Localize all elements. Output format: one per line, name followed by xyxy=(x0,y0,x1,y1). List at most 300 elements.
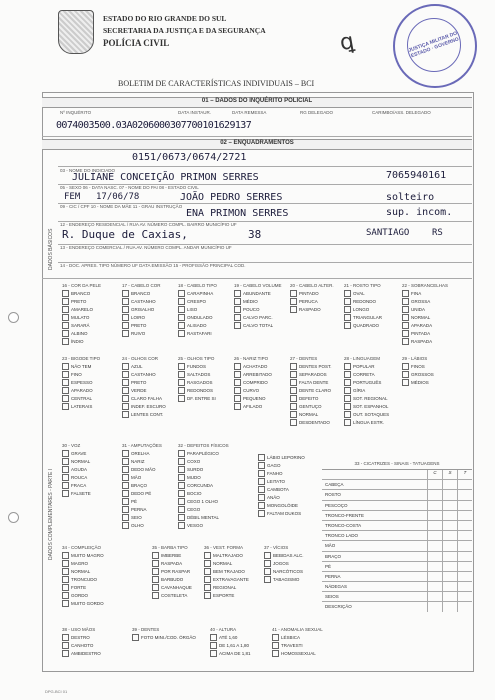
checkbox-option[interactable] xyxy=(62,322,101,330)
checkbox-option[interactable] xyxy=(258,470,305,478)
checkbox-option[interactable] xyxy=(62,568,104,576)
checkbox-option[interactable] xyxy=(258,502,305,510)
checkbox-option[interactable] xyxy=(210,634,251,642)
scars-cell[interactable] xyxy=(442,562,457,571)
checkbox-option[interactable] xyxy=(122,290,161,298)
checkbox-icon[interactable] xyxy=(122,482,129,489)
scars-cell[interactable] xyxy=(427,552,442,561)
scars-cell[interactable] xyxy=(427,572,442,581)
checkbox-option[interactable] xyxy=(402,338,448,346)
checkbox-icon[interactable] xyxy=(152,592,159,599)
checkbox-icon[interactable] xyxy=(62,395,69,402)
checkbox-icon[interactable] xyxy=(122,403,129,410)
checkbox-icon[interactable] xyxy=(178,474,185,481)
checkbox-icon[interactable] xyxy=(62,584,69,591)
checkbox-icon[interactable] xyxy=(122,379,129,386)
checkbox-option[interactable] xyxy=(264,552,304,560)
checkbox-option[interactable] xyxy=(178,379,216,387)
checkbox-option[interactable] xyxy=(152,568,192,576)
checkbox-option[interactable] xyxy=(234,298,282,306)
checkbox-option[interactable] xyxy=(122,411,166,419)
checkbox-icon[interactable] xyxy=(62,314,69,321)
checkbox-option[interactable] xyxy=(62,338,101,346)
checkbox-icon[interactable] xyxy=(62,387,69,394)
checkbox-icon[interactable] xyxy=(344,298,351,305)
checkbox-icon[interactable] xyxy=(122,506,129,513)
checkbox-option[interactable] xyxy=(132,634,196,642)
checkbox-option[interactable] xyxy=(178,314,217,322)
checkbox-option[interactable] xyxy=(258,478,305,486)
checkbox-icon[interactable] xyxy=(264,576,271,583)
checkbox-icon[interactable] xyxy=(402,314,409,321)
checkbox-option[interactable] xyxy=(62,592,104,600)
checkbox-option[interactable] xyxy=(62,642,101,650)
checkbox-option[interactable] xyxy=(122,387,166,395)
checkbox-icon[interactable] xyxy=(152,560,159,567)
checkbox-icon[interactable] xyxy=(62,490,69,497)
checkbox-option[interactable] xyxy=(122,466,162,474)
checkbox-icon[interactable] xyxy=(122,298,129,305)
checkbox-icon[interactable] xyxy=(258,502,265,509)
checkbox-icon[interactable] xyxy=(204,592,211,599)
checkbox-icon[interactable] xyxy=(62,592,69,599)
checkbox-icon[interactable] xyxy=(234,387,241,394)
checkbox-option[interactable] xyxy=(178,450,229,458)
checkbox-option[interactable] xyxy=(178,387,216,395)
checkbox-icon[interactable] xyxy=(402,290,409,297)
checkbox-icon[interactable] xyxy=(122,522,129,529)
scars-cell[interactable] xyxy=(457,480,472,489)
checkbox-option[interactable] xyxy=(62,298,101,306)
checkbox-icon[interactable] xyxy=(178,330,185,337)
checkbox-option[interactable] xyxy=(122,314,161,322)
checkbox-icon[interactable] xyxy=(152,552,159,559)
checkbox-option[interactable] xyxy=(62,552,104,560)
scars-cell[interactable] xyxy=(442,521,457,530)
checkbox-icon[interactable] xyxy=(402,298,409,305)
checkbox-icon[interactable] xyxy=(290,395,297,402)
checkbox-icon[interactable] xyxy=(62,482,69,489)
checkbox-option[interactable] xyxy=(258,454,305,462)
scars-cell[interactable] xyxy=(457,552,472,561)
checkbox-icon[interactable] xyxy=(122,363,129,370)
checkbox-option[interactable] xyxy=(258,462,305,470)
checkbox-option[interactable] xyxy=(62,330,101,338)
checkbox-option[interactable] xyxy=(62,474,91,482)
scars-cell[interactable] xyxy=(442,511,457,520)
checkbox-icon[interactable] xyxy=(290,290,297,297)
checkbox-icon[interactable] xyxy=(210,650,217,657)
checkbox-icon[interactable] xyxy=(178,298,185,305)
checkbox-icon[interactable] xyxy=(258,494,265,501)
checkbox-icon[interactable] xyxy=(344,371,351,378)
checkbox-icon[interactable] xyxy=(122,322,129,329)
checkbox-icon[interactable] xyxy=(178,306,185,313)
checkbox-option[interactable] xyxy=(178,298,217,306)
checkbox-icon[interactable] xyxy=(62,306,69,313)
checkbox-option[interactable] xyxy=(178,506,229,514)
checkbox-option[interactable] xyxy=(234,314,282,322)
checkbox-icon[interactable] xyxy=(178,514,185,521)
checkbox-icon[interactable] xyxy=(178,387,185,394)
checkbox-option[interactable] xyxy=(178,330,217,338)
checkbox-option[interactable] xyxy=(178,466,229,474)
checkbox-icon[interactable] xyxy=(258,510,265,517)
checkbox-option[interactable] xyxy=(152,576,192,584)
checkbox-option[interactable] xyxy=(344,419,389,427)
checkbox-icon[interactable] xyxy=(178,363,185,370)
checkbox-option[interactable] xyxy=(62,371,100,379)
checkbox-icon[interactable] xyxy=(290,371,297,378)
checkbox-icon[interactable] xyxy=(122,314,129,321)
checkbox-option[interactable] xyxy=(234,290,282,298)
checkbox-option[interactable] xyxy=(264,576,304,584)
checkbox-option[interactable] xyxy=(122,498,162,506)
checkbox-option[interactable] xyxy=(258,494,305,502)
checkbox-option[interactable] xyxy=(178,490,229,498)
checkbox-icon[interactable] xyxy=(122,514,129,521)
checkbox-icon[interactable] xyxy=(62,576,69,583)
checkbox-icon[interactable] xyxy=(344,363,351,370)
checkbox-option[interactable] xyxy=(234,363,272,371)
checkbox-option[interactable] xyxy=(152,560,192,568)
scars-cell[interactable] xyxy=(442,602,457,611)
scars-cell[interactable] xyxy=(427,602,442,611)
checkbox-icon[interactable] xyxy=(62,298,69,305)
checkbox-option[interactable] xyxy=(290,290,334,298)
checkbox-option[interactable] xyxy=(62,650,101,658)
checkbox-option[interactable] xyxy=(122,298,161,306)
checkbox-icon[interactable] xyxy=(234,298,241,305)
checkbox-option[interactable] xyxy=(152,592,192,600)
checkbox-icon[interactable] xyxy=(62,600,69,607)
scars-cell[interactable] xyxy=(427,592,442,601)
scars-cell[interactable] xyxy=(442,582,457,591)
checkbox-icon[interactable] xyxy=(62,560,69,567)
checkbox-icon[interactable] xyxy=(122,474,129,481)
checkbox-icon[interactable] xyxy=(178,290,185,297)
checkbox-option[interactable] xyxy=(62,490,91,498)
checkbox-option[interactable] xyxy=(402,330,448,338)
checkbox-option[interactable] xyxy=(62,450,91,458)
checkbox-option[interactable] xyxy=(62,600,104,608)
checkbox-icon[interactable] xyxy=(258,462,265,469)
checkbox-option[interactable] xyxy=(258,486,305,494)
checkbox-icon[interactable] xyxy=(62,363,69,370)
checkbox-icon[interactable] xyxy=(152,584,159,591)
checkbox-icon[interactable] xyxy=(402,338,409,345)
checkbox-option[interactable] xyxy=(290,363,332,371)
checkbox-option[interactable] xyxy=(344,322,382,330)
checkbox-option[interactable] xyxy=(234,306,282,314)
checkbox-option[interactable] xyxy=(290,395,332,403)
scars-cell[interactable] xyxy=(457,582,472,591)
checkbox-icon[interactable] xyxy=(178,522,185,529)
checkbox-icon[interactable] xyxy=(402,322,409,329)
checkbox-icon[interactable] xyxy=(152,568,159,575)
checkbox-icon[interactable] xyxy=(62,650,69,657)
checkbox-option[interactable] xyxy=(122,514,162,522)
checkbox-icon[interactable] xyxy=(344,290,351,297)
checkbox-option[interactable] xyxy=(178,371,216,379)
checkbox-icon[interactable] xyxy=(234,306,241,313)
scars-cell[interactable] xyxy=(442,490,457,499)
scars-cell[interactable] xyxy=(427,490,442,499)
checkbox-option[interactable] xyxy=(178,482,229,490)
checkbox-option[interactable] xyxy=(62,634,101,642)
checkbox-option[interactable] xyxy=(290,371,332,379)
checkbox-icon[interactable] xyxy=(264,568,271,575)
checkbox-icon[interactable] xyxy=(402,363,409,370)
checkbox-icon[interactable] xyxy=(402,306,409,313)
checkbox-option[interactable] xyxy=(122,322,161,330)
checkbox-icon[interactable] xyxy=(62,379,69,386)
checkbox-icon[interactable] xyxy=(290,419,297,426)
checkbox-option[interactable] xyxy=(210,642,251,650)
checkbox-icon[interactable] xyxy=(290,298,297,305)
checkbox-option[interactable] xyxy=(264,560,304,568)
checkbox-icon[interactable] xyxy=(178,506,185,513)
checkbox-option[interactable] xyxy=(290,379,332,387)
checkbox-option[interactable] xyxy=(290,403,332,411)
scars-cell[interactable] xyxy=(457,521,472,530)
scars-cell[interactable] xyxy=(427,582,442,591)
checkbox-icon[interactable] xyxy=(264,560,271,567)
checkbox-option[interactable] xyxy=(178,290,217,298)
checkbox-option[interactable] xyxy=(122,403,166,411)
checkbox-icon[interactable] xyxy=(62,290,69,297)
checkbox-icon[interactable] xyxy=(178,490,185,497)
checkbox-icon[interactable] xyxy=(122,411,129,418)
checkbox-option[interactable] xyxy=(344,306,382,314)
checkbox-option[interactable] xyxy=(344,298,382,306)
checkbox-icon[interactable] xyxy=(62,552,69,559)
checkbox-icon[interactable] xyxy=(178,322,185,329)
checkbox-icon[interactable] xyxy=(122,371,129,378)
checkbox-option[interactable] xyxy=(290,306,334,314)
checkbox-icon[interactable] xyxy=(402,379,409,386)
checkbox-option[interactable] xyxy=(234,403,272,411)
checkbox-icon[interactable] xyxy=(204,576,211,583)
checkbox-icon[interactable] xyxy=(344,411,351,418)
checkbox-icon[interactable] xyxy=(204,584,211,591)
checkbox-option[interactable] xyxy=(204,584,249,592)
checkbox-option[interactable] xyxy=(204,568,249,576)
checkbox-option[interactable] xyxy=(178,458,229,466)
checkbox-option[interactable] xyxy=(234,395,272,403)
checkbox-option[interactable] xyxy=(290,411,332,419)
checkbox-icon[interactable] xyxy=(344,322,351,329)
checkbox-option[interactable] xyxy=(344,395,389,403)
checkbox-option[interactable] xyxy=(272,634,323,642)
checkbox-option[interactable] xyxy=(178,474,229,482)
checkbox-option[interactable] xyxy=(344,363,389,371)
scars-cell[interactable] xyxy=(442,592,457,601)
checkbox-icon[interactable] xyxy=(178,371,185,378)
checkbox-icon[interactable] xyxy=(234,314,241,321)
checkbox-icon[interactable] xyxy=(122,450,129,457)
scars-cell[interactable] xyxy=(427,531,442,540)
scars-cell[interactable] xyxy=(457,562,472,571)
checkbox-option[interactable] xyxy=(290,419,332,427)
checkbox-option[interactable] xyxy=(344,411,389,419)
checkbox-icon[interactable] xyxy=(62,634,69,641)
checkbox-icon[interactable] xyxy=(344,379,351,386)
checkbox-icon[interactable] xyxy=(122,306,129,313)
checkbox-icon[interactable] xyxy=(234,290,241,297)
checkbox-option[interactable] xyxy=(344,403,389,411)
scars-cell[interactable] xyxy=(457,572,472,581)
checkbox-icon[interactable] xyxy=(178,498,185,505)
checkbox-icon[interactable] xyxy=(62,466,69,473)
scars-cell[interactable] xyxy=(457,541,472,550)
checkbox-option[interactable] xyxy=(122,458,162,466)
checkbox-option[interactable] xyxy=(344,290,382,298)
checkbox-option[interactable] xyxy=(344,379,389,387)
checkbox-option[interactable] xyxy=(178,395,216,403)
scars-cell[interactable] xyxy=(457,531,472,540)
checkbox-option[interactable] xyxy=(62,458,91,466)
scars-cell[interactable] xyxy=(442,552,457,561)
checkbox-icon[interactable] xyxy=(62,568,69,575)
checkbox-icon[interactable] xyxy=(62,322,69,329)
checkbox-icon[interactable] xyxy=(258,486,265,493)
checkbox-option[interactable] xyxy=(62,387,100,395)
checkbox-icon[interactable] xyxy=(272,650,279,657)
scars-cell[interactable] xyxy=(427,501,442,510)
scars-cell[interactable] xyxy=(442,541,457,550)
checkbox-icon[interactable] xyxy=(290,387,297,394)
checkbox-option[interactable] xyxy=(272,650,323,658)
checkbox-option[interactable] xyxy=(204,576,249,584)
checkbox-icon[interactable] xyxy=(234,395,241,402)
scars-cell[interactable] xyxy=(442,501,457,510)
checkbox-option[interactable] xyxy=(178,498,229,506)
checkbox-icon[interactable] xyxy=(290,403,297,410)
checkbox-icon[interactable] xyxy=(122,290,129,297)
checkbox-option[interactable] xyxy=(402,314,448,322)
checkbox-option[interactable] xyxy=(122,371,166,379)
checkbox-icon[interactable] xyxy=(290,306,297,313)
checkbox-icon[interactable] xyxy=(62,642,69,649)
checkbox-icon[interactable] xyxy=(62,338,69,345)
scars-cell[interactable] xyxy=(457,501,472,510)
checkbox-option[interactable] xyxy=(62,576,104,584)
checkbox-icon[interactable] xyxy=(122,387,129,394)
checkbox-icon[interactable] xyxy=(152,576,159,583)
checkbox-icon[interactable] xyxy=(178,482,185,489)
checkbox-option[interactable] xyxy=(122,395,166,403)
checkbox-option[interactable] xyxy=(122,379,166,387)
checkbox-icon[interactable] xyxy=(62,330,69,337)
checkbox-icon[interactable] xyxy=(122,498,129,505)
checkbox-option[interactable] xyxy=(62,290,101,298)
checkbox-option[interactable] xyxy=(62,379,100,387)
checkbox-option[interactable] xyxy=(152,552,192,560)
checkbox-option[interactable] xyxy=(402,371,434,379)
checkbox-icon[interactable] xyxy=(234,403,241,410)
checkbox-icon[interactable] xyxy=(290,411,297,418)
checkbox-icon[interactable] xyxy=(344,419,351,426)
checkbox-icon[interactable] xyxy=(62,450,69,457)
checkbox-option[interactable] xyxy=(344,314,382,322)
checkbox-icon[interactable] xyxy=(402,330,409,337)
checkbox-icon[interactable] xyxy=(344,403,351,410)
checkbox-option[interactable] xyxy=(178,322,217,330)
checkbox-icon[interactable] xyxy=(122,458,129,465)
checkbox-option[interactable] xyxy=(122,306,161,314)
scars-cell[interactable] xyxy=(427,541,442,550)
checkbox-icon[interactable] xyxy=(122,466,129,473)
checkbox-icon[interactable] xyxy=(290,363,297,370)
checkbox-option[interactable] xyxy=(178,522,229,530)
checkbox-icon[interactable] xyxy=(258,454,265,461)
scars-cell[interactable] xyxy=(457,602,472,611)
checkbox-option[interactable] xyxy=(210,650,251,658)
checkbox-icon[interactable] xyxy=(178,458,185,465)
checkbox-icon[interactable] xyxy=(204,560,211,567)
scars-cell[interactable] xyxy=(427,511,442,520)
checkbox-icon[interactable] xyxy=(62,371,69,378)
checkbox-icon[interactable] xyxy=(178,450,185,457)
scars-cell[interactable] xyxy=(457,490,472,499)
checkbox-option[interactable] xyxy=(62,363,100,371)
checkbox-option[interactable] xyxy=(344,371,389,379)
scars-cell[interactable] xyxy=(427,521,442,530)
scars-cell[interactable] xyxy=(427,562,442,571)
scars-cell[interactable] xyxy=(442,531,457,540)
checkbox-option[interactable] xyxy=(234,387,272,395)
scars-cell[interactable] xyxy=(442,480,457,489)
checkbox-option[interactable] xyxy=(122,482,162,490)
checkbox-option[interactable] xyxy=(258,510,305,518)
checkbox-option[interactable] xyxy=(290,387,332,395)
checkbox-option[interactable] xyxy=(178,514,229,522)
checkbox-option[interactable] xyxy=(264,568,304,576)
checkbox-icon[interactable] xyxy=(204,552,211,559)
checkbox-icon[interactable] xyxy=(258,470,265,477)
scars-cell[interactable] xyxy=(457,592,472,601)
checkbox-option[interactable] xyxy=(272,642,323,650)
checkbox-option[interactable] xyxy=(62,306,101,314)
checkbox-icon[interactable] xyxy=(178,314,185,321)
checkbox-option[interactable] xyxy=(402,298,448,306)
checkbox-option[interactable] xyxy=(62,403,100,411)
checkbox-option[interactable] xyxy=(402,306,448,314)
checkbox-option[interactable] xyxy=(62,314,101,322)
checkbox-icon[interactable] xyxy=(62,474,69,481)
checkbox-icon[interactable] xyxy=(344,314,351,321)
checkbox-option[interactable] xyxy=(234,322,282,330)
checkbox-icon[interactable] xyxy=(402,371,409,378)
checkbox-icon[interactable] xyxy=(344,306,351,313)
checkbox-icon[interactable] xyxy=(122,395,129,402)
checkbox-option[interactable] xyxy=(62,584,104,592)
checkbox-icon[interactable] xyxy=(272,634,279,641)
checkbox-icon[interactable] xyxy=(204,568,211,575)
checkbox-option[interactable] xyxy=(62,560,104,568)
checkbox-option[interactable] xyxy=(62,395,100,403)
checkbox-icon[interactable] xyxy=(264,552,271,559)
checkbox-icon[interactable] xyxy=(290,379,297,386)
checkbox-option[interactable] xyxy=(344,387,389,395)
checkbox-option[interactable] xyxy=(402,379,434,387)
checkbox-option[interactable] xyxy=(122,330,161,338)
checkbox-option[interactable] xyxy=(178,306,217,314)
checkbox-icon[interactable] xyxy=(234,379,241,386)
checkbox-option[interactable] xyxy=(62,466,91,474)
scars-cell[interactable] xyxy=(457,511,472,520)
